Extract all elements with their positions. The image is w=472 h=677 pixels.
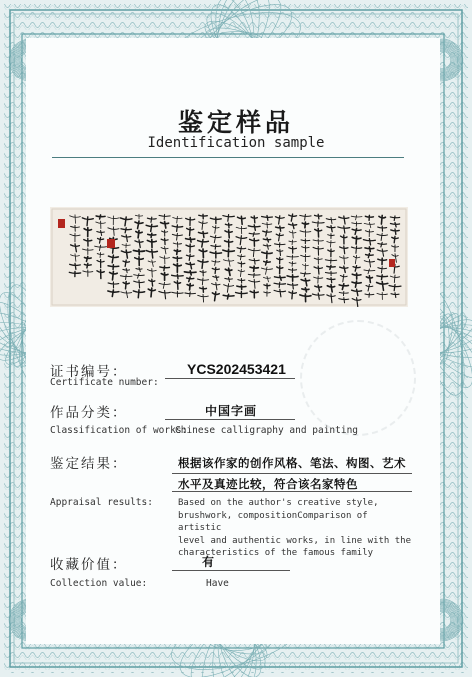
title-chinese: 鉴定样品 — [177, 108, 294, 137]
title-english: Identification sample — [147, 135, 325, 151]
certificate-number-label: 证书编号： — [50, 364, 128, 380]
seal-stamp-mid — [107, 239, 115, 248]
classification-underline — [165, 419, 295, 420]
certificate-number-underline — [165, 378, 295, 379]
collection-value-underline — [172, 570, 290, 571]
classification-value-en: Chinese calligraphy and painting — [175, 425, 359, 436]
appraisal-label: 鉴定结果： — [50, 456, 128, 472]
appraisal-value-en: Based on the author's creative style, brushwork, compositionComparison of artistic level and authentic works, in line with the characteristics of the famous family — [178, 498, 411, 558]
seal-stamp-right — [389, 259, 395, 267]
classification-value: 中国字画 — [205, 404, 258, 418]
collection-value-cn: 有 — [202, 555, 216, 569]
collection-value-en: Have — [206, 578, 229, 589]
seal-stamp-left — [58, 219, 65, 228]
appraisal-underline-2 — [172, 491, 412, 492]
title-divider — [52, 157, 404, 158]
certificate-number-value: YCS202453421 — [187, 361, 286, 377]
faint-stamp-outline — [300, 320, 416, 436]
appraisal-label-en: Appraisal results: — [50, 497, 153, 508]
classification-label-en: Classification of works: — [50, 425, 188, 436]
classification-label: 作品分类： — [50, 405, 128, 421]
appraisal-underline-1 — [172, 473, 412, 474]
calligraphy-scroll-image — [50, 207, 408, 307]
collection-value-label: 收藏价值： — [50, 557, 128, 573]
collection-value-label-en: Collection value: — [50, 578, 148, 589]
certificate-number-label-en: Certificate number: — [50, 377, 159, 388]
appraisal-value: 根据该作家的创作风格、笔法、构图、艺术水平及真迹比较，符合该名家特色 — [178, 456, 406, 491]
